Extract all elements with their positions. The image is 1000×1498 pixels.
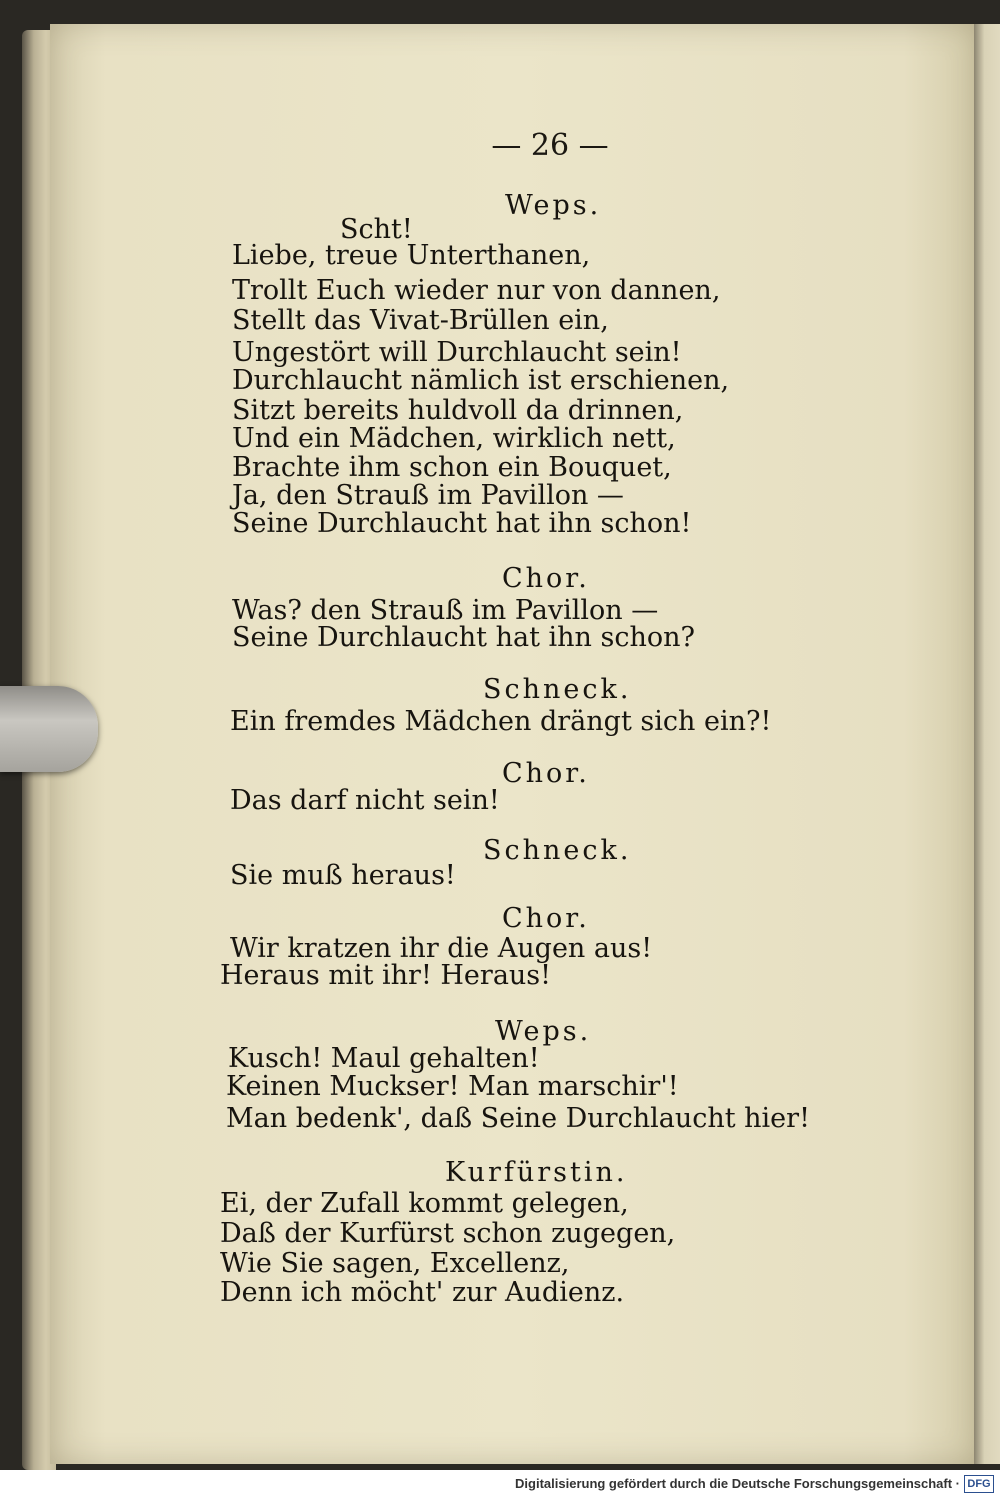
verse-line: Ungestört will Durchlaucht sein! [232,337,682,368]
speaker-label: Chor. [502,563,590,594]
verse-line: Brachte ihm schon ein Bouquet, [232,452,672,483]
speaker-label: Schneck. [483,835,632,866]
speaker-label: Kurfürstin. [445,1157,628,1188]
verse-line: Ei, der Zufall kommt gelegen, [220,1188,629,1219]
verse-line: Wie Sie sagen, Excellenz, [220,1248,570,1279]
verse-line: Wir kratzen ihr die Augen aus! [230,933,653,964]
page-number: — 26 — [491,128,609,163]
verse-line: Stellt das Vivat-Brüllen ein, [232,305,609,336]
verse-line: Kusch! Maul gehalten! [228,1043,540,1074]
facing-page-edge [974,24,1000,1464]
verse-line: Heraus mit ihr! Heraus! [220,960,552,991]
verse-line: Liebe, treue Unterthanen, [232,240,591,271]
speaker-label: Weps. [495,1016,592,1047]
verse-line: Sitzt bereits huldvoll da drinnen, [232,395,684,426]
verse-line: Was? den Strauß im Pavillon — [232,595,659,626]
verse-line: Daß der Kurfürst schon zugegen, [220,1218,676,1249]
verse-line: Trollt Euch wieder nur von dannen, [232,275,721,306]
verse-line: Sie muß heraus! [230,860,456,891]
verse-line: Keinen Muckser! Man marschir'! [226,1071,679,1102]
speaker-label: Schneck. [483,674,632,705]
verse-line: Das darf nicht sein! [230,785,500,816]
verse-line: Und ein Mädchen, wirklich nett, [232,423,676,454]
verse-line: Scht! [340,214,413,245]
verse-line: Ja, den Strauß im Pavillon — [232,480,624,511]
speaker-label: Weps. [505,190,602,221]
speaker-label: Chor. [502,758,590,789]
speaker-label: Chor. [502,903,590,934]
verse-line: Man bedenk', daß Seine Durchlaucht hier! [226,1103,810,1134]
verse-line: Seine Durchlaucht hat ihn schon? [232,622,695,653]
verse-line: Durchlaucht nämlich ist erschienen, [232,365,730,396]
dfg-logo: DFG [964,1475,994,1493]
funding-credit: Digitalisierung gefördert durch die Deutsche Forschungsgemeinschaft · [515,1476,960,1491]
page-clip [0,686,98,772]
verse-line: Denn ich möcht' zur Audienz. [220,1277,625,1308]
footer-bar [0,1470,1000,1498]
verse-line: Seine Durchlaucht hat ihn schon! [232,508,692,539]
verse-line: Ein fremdes Mädchen drängt sich ein?! [230,706,772,737]
